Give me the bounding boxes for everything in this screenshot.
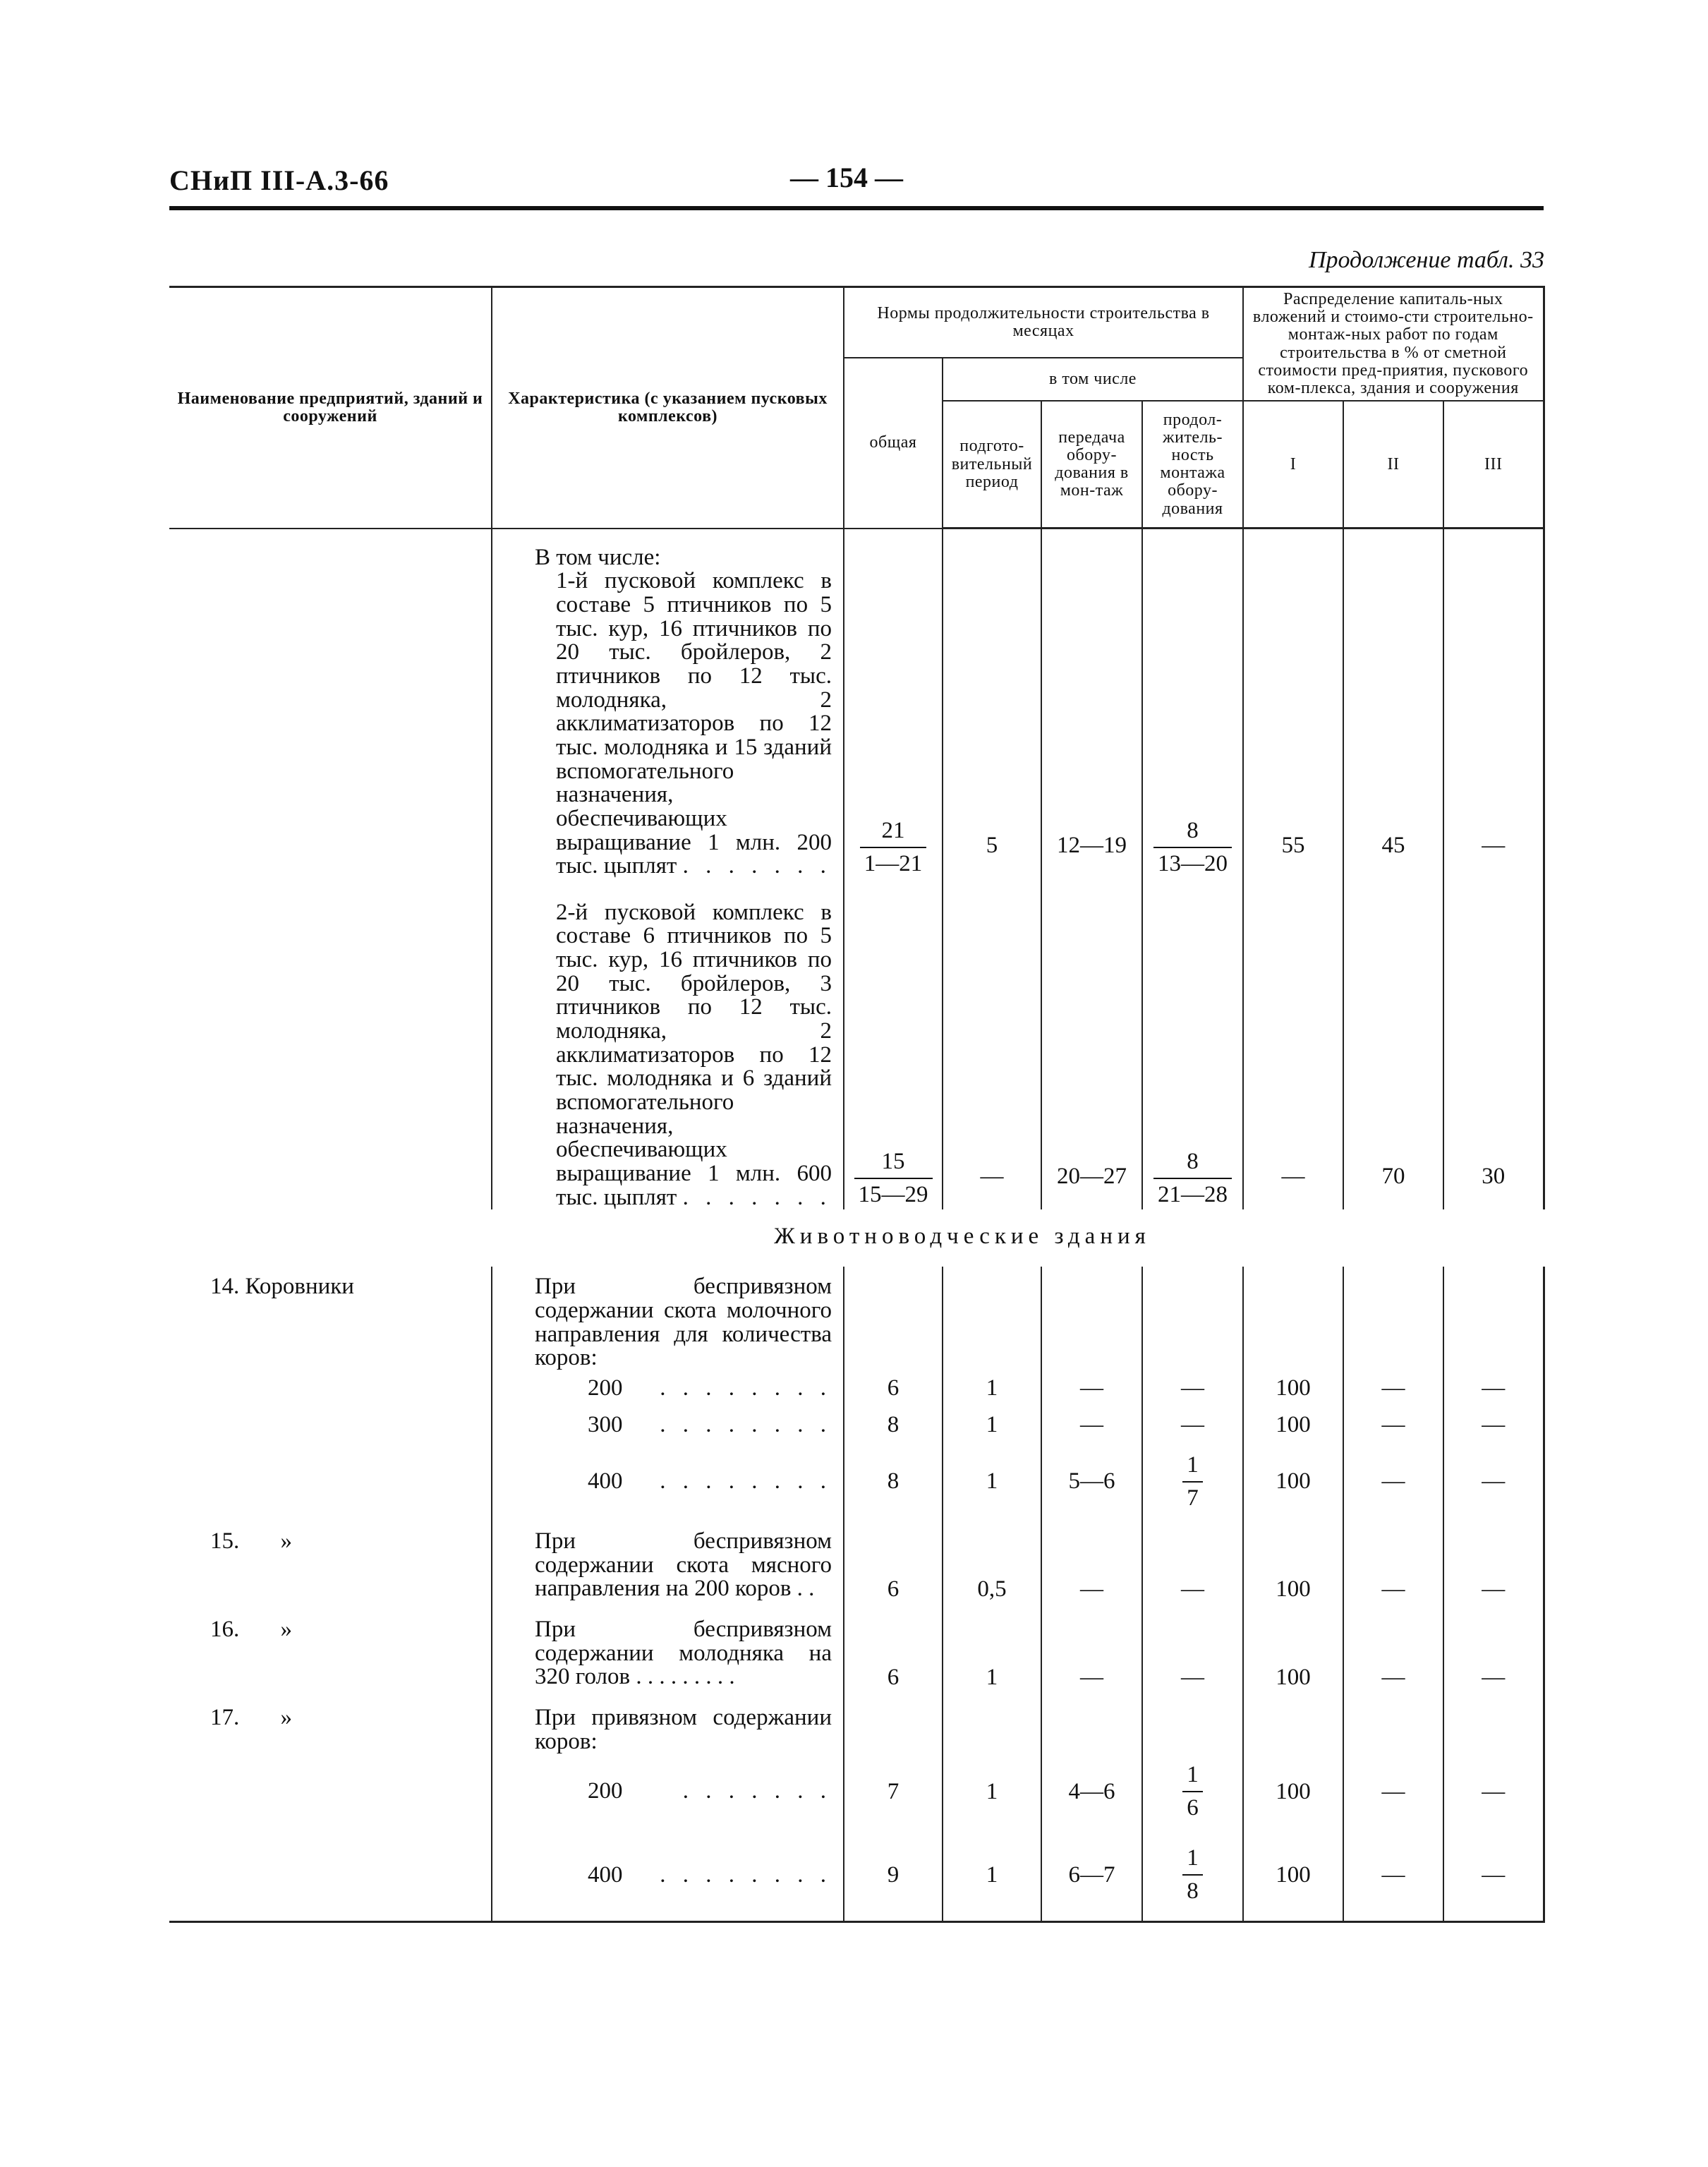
row-17a-year-1: 100 bbox=[1243, 1753, 1343, 1830]
row-14b-transfer: — bbox=[1041, 1407, 1142, 1444]
row-15-year-2: — bbox=[1343, 1520, 1443, 1608]
row-15-prep: 0,5 bbox=[943, 1520, 1041, 1608]
row-17-ditto: » bbox=[280, 1704, 292, 1730]
table-row bbox=[169, 1407, 1544, 1444]
col-header-total: общая bbox=[844, 358, 943, 529]
row-14b-year-3: — bbox=[1443, 1407, 1544, 1444]
row-17b-dots: . . . . . . . . bbox=[660, 1861, 832, 1888]
col-header-prep: подгото-вительный период bbox=[943, 401, 1041, 529]
complex-1-year-2: 45 bbox=[1343, 569, 1443, 879]
row-17b-qty: 400 bbox=[588, 1861, 623, 1888]
row-14c-transfer: 5—6 bbox=[1041, 1444, 1142, 1520]
col-header-year-1: I bbox=[1243, 401, 1343, 529]
col-header-characteristic: Характеристика (с указанием пусковых комплексов) bbox=[492, 287, 844, 529]
row-17a-total: 7 bbox=[844, 1753, 943, 1830]
row-17b-year-3: — bbox=[1443, 1830, 1544, 1921]
complex-2-text: 2-й пусковой комплекс в составе 6 птичников по 5 тыс. кур, 16 птичников по 20 тыс. бройлеров, 3 птичников по 12 тыс. молодняка, 2 акклиматизаторов по 12 тыс. молодняка и 6 зданий вспомогательного назначения, обеспечивающих выращивание 1 млн. 600 тыс. цыплят bbox=[556, 899, 832, 1210]
row-17a-year-3: — bbox=[1443, 1753, 1544, 1830]
row-15-install: — bbox=[1142, 1520, 1243, 1608]
row-17a-install: $\frac{1}{6}$ bbox=[1182, 1763, 1203, 1820]
col-header-transfer: передача обору-дования в мон-таж bbox=[1041, 401, 1142, 529]
row-14a-year-3: — bbox=[1443, 1370, 1544, 1407]
table-row bbox=[169, 1608, 1544, 1696]
row-14c-total: 8 bbox=[844, 1444, 943, 1520]
complex-2-dots: . . . . . . . bbox=[682, 1184, 832, 1210]
row-16-ditto: » bbox=[280, 1616, 292, 1642]
table-row bbox=[169, 1753, 1544, 1830]
row-14c-year-1: 100 bbox=[1243, 1444, 1343, 1520]
page-number: — 154 — bbox=[790, 162, 903, 193]
row-14c-qty: 400 bbox=[588, 1468, 623, 1495]
row-16-year-1: 100 bbox=[1243, 1608, 1343, 1696]
row-14a-qty: 200 bbox=[588, 1375, 623, 1401]
poultry-intro: В том числе: bbox=[492, 529, 844, 570]
row-17-text: При привязном содержании коров: bbox=[492, 1696, 844, 1753]
row-14c-prep: 1 bbox=[943, 1444, 1041, 1520]
row-16-total: 6 bbox=[844, 1608, 943, 1696]
section-title: Животноводческие здания bbox=[774, 1224, 1151, 1250]
row-17a-year-2: — bbox=[1343, 1753, 1443, 1830]
document-code: СНиП III-А.3-66 bbox=[169, 164, 389, 196]
col-header-distribution: Распределение капиталь-ных вложений и стоимо-сти строительно-монтаж-ных работ по годам строительства в % от сметной стоимости пред-приятия, пускового ком-плекса, здания и сооружения bbox=[1243, 287, 1544, 402]
complex-2-year-3: 30 bbox=[1443, 879, 1544, 1210]
row-17-name: 17. bbox=[210, 1704, 240, 1730]
row-17b-year-2: — bbox=[1343, 1830, 1443, 1921]
row-15-transfer: — bbox=[1041, 1520, 1142, 1608]
complex-1-install: $\frac{8}{13—20}$ bbox=[1153, 819, 1232, 876]
row-14b-qty: 300 bbox=[588, 1412, 623, 1438]
row-14b-year-2: — bbox=[1343, 1407, 1443, 1444]
row-14b-year-1: 100 bbox=[1243, 1407, 1343, 1444]
table-row bbox=[169, 879, 1544, 1210]
row-14a-transfer: — bbox=[1041, 1370, 1142, 1407]
row-14a-prep: 1 bbox=[943, 1370, 1041, 1407]
complex-1-transfer: 12—19 bbox=[1041, 569, 1142, 879]
col-header-norms-group: Нормы продолжительности строительства в месяцах bbox=[844, 287, 1243, 358]
table-row bbox=[169, 1696, 1544, 1753]
row-17a-prep: 1 bbox=[943, 1753, 1041, 1830]
table-continuation-label: Продолжение табл. 33 bbox=[1308, 247, 1544, 273]
row-17a-transfer: 4—6 bbox=[1041, 1753, 1142, 1830]
row-17b-transfer: 6—7 bbox=[1041, 1830, 1142, 1921]
complex-1-prep: 5 bbox=[943, 569, 1041, 879]
col-header-install: продол-житель-ность монтажа обору-дования bbox=[1142, 401, 1243, 529]
row-14a-install: — bbox=[1142, 1370, 1243, 1407]
row-16-year-2: — bbox=[1343, 1608, 1443, 1696]
complex-1-dots: . . . . . . . bbox=[682, 853, 832, 879]
table-row bbox=[169, 569, 1544, 879]
col-header-year-2: II bbox=[1343, 401, 1443, 529]
row-17b-prep: 1 bbox=[943, 1830, 1041, 1921]
row-16-prep: 1 bbox=[943, 1608, 1041, 1696]
row-17b-year-1: 100 bbox=[1243, 1830, 1343, 1921]
row-14-text: При беспривязном содержании скота молочного направления для количества коров: bbox=[492, 1267, 844, 1370]
row-14b-install: — bbox=[1142, 1407, 1243, 1444]
table-row bbox=[169, 1267, 1544, 1370]
row-14c-dots: . . . . . . . . bbox=[660, 1468, 832, 1495]
col-header-name: Наименование предприятий, зданий и сооружений bbox=[169, 287, 492, 529]
table-row bbox=[169, 1830, 1544, 1921]
complex-2-year-2: 70 bbox=[1343, 879, 1443, 1210]
complex-2-install: $\frac{8}{21—28}$ bbox=[1153, 1150, 1232, 1207]
row-15-year-1: 100 bbox=[1243, 1520, 1343, 1608]
complex-2-total: $\frac{15}{15—29}$ bbox=[854, 1150, 933, 1207]
row-15-name: 15. bbox=[210, 1528, 240, 1554]
complex-2-year-1: — bbox=[1243, 879, 1343, 1210]
row-14c-install: $\frac{1}{7}$ bbox=[1182, 1454, 1203, 1510]
row-17a-qty: 200 bbox=[588, 1778, 623, 1804]
row-15-total: 6 bbox=[844, 1520, 943, 1608]
table-row bbox=[169, 1444, 1544, 1520]
col-header-including: в том числе bbox=[943, 358, 1243, 401]
table-row bbox=[169, 1370, 1544, 1407]
col-header-year-3: III bbox=[1443, 401, 1544, 529]
row-14a-dots: . . . . . . . . bbox=[660, 1375, 832, 1401]
complex-1-total: $\frac{21}{1—21}$ bbox=[860, 819, 927, 876]
header-rule bbox=[169, 206, 1544, 210]
row-16-install: — bbox=[1142, 1608, 1243, 1696]
norms-table bbox=[169, 286, 1545, 1923]
complex-1-year-3: — bbox=[1443, 569, 1544, 879]
row-14c-year-2: — bbox=[1343, 1444, 1443, 1520]
row-14b-dots: . . . . . . . . bbox=[660, 1412, 832, 1438]
row-16-transfer: — bbox=[1041, 1608, 1142, 1696]
row-16-year-3: — bbox=[1443, 1608, 1544, 1696]
complex-1-text: 1-й пусковой комплекс в составе 5 птичников по 5 тыс. кур, 16 птичников по 20 тыс. бройлеров, 2 птичников по 12 тыс. молодняка, 2 акклиматизаторов по 12 тыс. молодняка и 15 зданий вспомогательного назначения, обеспечивающих выращивание 1 млн. 200 тыс. цыплят bbox=[556, 568, 832, 879]
row-14a-total: 6 bbox=[844, 1370, 943, 1407]
complex-2-prep: — bbox=[943, 879, 1041, 1210]
row-14c-year-3: — bbox=[1443, 1444, 1544, 1520]
row-15-year-3: — bbox=[1443, 1520, 1544, 1608]
row-14b-total: 8 bbox=[844, 1407, 943, 1444]
row-14a-year-2: — bbox=[1343, 1370, 1443, 1407]
complex-2-transfer: 20—27 bbox=[1041, 879, 1142, 1210]
row-17b-total: 9 bbox=[844, 1830, 943, 1921]
row-14-name: 14. Коровники bbox=[210, 1274, 354, 1300]
row-17a-dots: . . . . . . . bbox=[682, 1778, 832, 1804]
complex-1-year-1: 55 bbox=[1243, 569, 1343, 879]
row-15-text: При беспривязном содержании скота мясного направления на 200 коров . . bbox=[492, 1520, 844, 1608]
row-16-name: 16. bbox=[210, 1616, 240, 1642]
row-14a-year-1: 100 bbox=[1243, 1370, 1343, 1407]
row-15-ditto: » bbox=[280, 1528, 292, 1554]
row-17b-install: $\frac{1}{8}$ bbox=[1182, 1847, 1203, 1903]
table-row bbox=[169, 1520, 1544, 1608]
row-16-text: При беспривязном содержании молодняка на 320 голов . . . . . . . . . bbox=[492, 1608, 844, 1696]
row-14b-prep: 1 bbox=[943, 1407, 1041, 1444]
